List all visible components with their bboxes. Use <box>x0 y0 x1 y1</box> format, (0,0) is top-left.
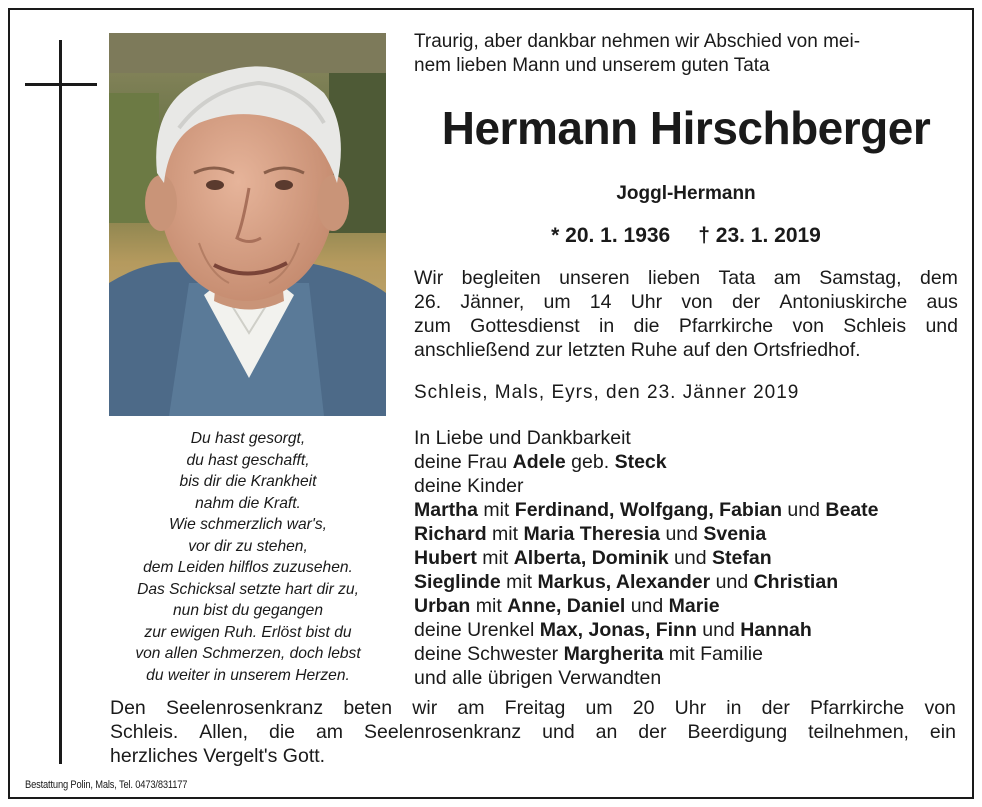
word: an <box>595 721 618 743</box>
cross-icon-bar <box>25 83 97 86</box>
word: in <box>598 315 615 337</box>
family-text: mit <box>500 571 538 593</box>
word: am <box>315 721 344 743</box>
word: der <box>638 721 667 743</box>
family-name: Ferdinand, Wolfgang, Fabian <box>514 499 783 521</box>
word: anschließend zur letzten Ruhe auf den Ortsfriedhof. <box>414 339 861 361</box>
family-line <box>414 618 958 642</box>
family-line <box>414 666 958 690</box>
word: Den <box>110 697 146 719</box>
word: und <box>925 315 958 337</box>
word: 26. <box>414 291 442 313</box>
family-name: Max, Jonas, Finn <box>539 619 697 641</box>
family-name: Hubert <box>414 547 477 569</box>
word: Jänner, <box>460 291 525 313</box>
word: Seelenrosenkranz <box>364 721 522 743</box>
poem-line: du weiter in unserem Herzen. <box>146 666 350 684</box>
poem-line: nahm die Kraft. <box>195 494 301 512</box>
poem-line: Du hast gesorgt, <box>190 430 306 447</box>
family-name: Martha <box>414 499 478 521</box>
family-name: Sieglinde <box>414 571 501 593</box>
poem-line: vor dir zu stehen, <box>188 537 308 555</box>
family-name: Urban <box>414 595 471 617</box>
word: der <box>761 697 790 719</box>
word: Tata <box>718 267 756 289</box>
family-text: mit <box>477 499 515 521</box>
family-name: Steck <box>614 451 667 473</box>
word: am <box>457 697 485 719</box>
word: Wir <box>414 267 444 289</box>
word: Uhr <box>674 697 707 719</box>
family-text: und <box>696 619 741 641</box>
family-name: Alberta, Dominik <box>513 547 669 569</box>
family-name: Marie <box>668 595 720 617</box>
word: der <box>731 291 761 313</box>
word: ein <box>929 721 956 743</box>
family-name: Maria Theresia <box>523 523 661 545</box>
family-text: und <box>668 547 713 569</box>
rosary-line <box>110 696 956 720</box>
word: Freitag <box>504 697 566 719</box>
family-name: Adele <box>512 451 566 473</box>
funeral-service-text <box>414 266 958 362</box>
family-name: Richard <box>414 523 487 545</box>
word: beten <box>343 697 393 719</box>
word: aus <box>926 291 958 313</box>
word: Schleis. <box>110 721 179 743</box>
word: Pfarrkirche <box>809 697 905 719</box>
life-dates <box>414 223 958 249</box>
poem-line: bis dir die Krankheit <box>179 473 317 490</box>
word: von <box>681 291 713 313</box>
intro-text <box>414 30 958 78</box>
rosary-text <box>110 696 956 768</box>
place-and-date: Schleis, Mals, Eyrs, den 23. Jänner 2019 <box>414 382 800 403</box>
word: Gottesdienst <box>470 315 580 337</box>
word: Uhr <box>630 291 663 313</box>
word: dem <box>919 267 958 289</box>
poem-line: zur ewigen Ruh. Erlöst bist du <box>144 623 352 641</box>
family-line <box>414 474 958 498</box>
word: und <box>542 721 575 743</box>
family-name: Hannah <box>740 619 812 641</box>
word: 20 <box>632 697 655 719</box>
word: lieben <box>648 267 701 289</box>
family-line <box>414 426 958 450</box>
poem-line: nun bist du gegangen <box>172 602 323 619</box>
family-text: geb. <box>565 451 615 473</box>
family-text: deine Kinder <box>414 475 524 497</box>
word: 14 <box>589 291 612 313</box>
poem-line: Das Schicksal setzte hart dir zu, <box>137 580 359 598</box>
poem-line: Wie schmerzlich war's, <box>169 516 327 533</box>
family-text: und <box>625 595 669 617</box>
family-name: Anne, Daniel <box>507 595 626 617</box>
family-text: und alle übrigen Verwandten <box>414 667 662 689</box>
word: von <box>792 315 824 337</box>
word: die <box>633 315 660 337</box>
poem-line: du hast geschafft, <box>186 451 310 469</box>
service-line <box>414 266 958 290</box>
intro-line: Traurig, aber dankbar nehmen wir Abschied von mei- <box>414 31 861 52</box>
cross-icon <box>59 40 62 764</box>
family-name: Stefan <box>712 547 772 569</box>
word: Samstag, <box>819 267 902 289</box>
word: Beerdigung <box>687 721 788 743</box>
family-line <box>414 570 958 594</box>
family-text: und <box>660 523 704 545</box>
family-name: Markus, Alexander <box>537 571 711 593</box>
word: zum <box>414 315 451 337</box>
word: herzliches Vergelt's Gott. <box>110 745 326 767</box>
family-text: In Liebe und Dankbarkeit <box>414 427 631 449</box>
memorial-poem <box>106 428 390 686</box>
birth-date: * 20. 1. 1936 <box>551 224 671 247</box>
family-line <box>414 642 958 666</box>
family-line <box>414 594 958 618</box>
word: um <box>543 291 571 313</box>
word: Allen, <box>199 721 249 743</box>
rosary-line <box>110 744 956 768</box>
service-line <box>414 338 958 362</box>
rosary-line <box>110 720 956 744</box>
deceased-name: Hermann Hirschberger <box>441 102 931 154</box>
word: die <box>268 721 295 743</box>
family-name: Beate <box>825 499 879 521</box>
family-line <box>414 546 958 570</box>
family-text: deine Urenkel <box>414 619 540 641</box>
family-line <box>414 450 958 474</box>
obituary-notice <box>8 8 974 799</box>
word: Schleis <box>843 315 907 337</box>
word: teilnehmen, <box>808 721 909 743</box>
word: Pfarrkirche <box>678 315 774 337</box>
family-line <box>414 522 958 546</box>
word: in <box>726 697 742 719</box>
poem-line: dem Leiden hilflos zuzusehen. <box>143 559 353 576</box>
poem-line: von allen Schmerzen, doch lebst <box>135 645 361 662</box>
service-line <box>414 314 958 338</box>
nickname: Joggl-Hermann <box>616 183 756 204</box>
word: von <box>924 697 956 719</box>
family-text: mit <box>470 595 508 617</box>
word: Seelenrosenkranz <box>165 697 324 719</box>
intro-line: nem lieben Mann und unserem guten Tata <box>414 55 770 76</box>
word: wir <box>412 697 438 719</box>
family-name: Svenia <box>703 523 767 545</box>
family-text: deine Schwester <box>414 643 564 665</box>
portrait-illustration <box>109 33 386 416</box>
family-line <box>414 498 958 522</box>
family-text: mit Familie <box>663 643 763 665</box>
word: begleiten <box>461 267 541 289</box>
family-name: Christian <box>753 571 839 593</box>
word: um <box>585 697 613 719</box>
service-line <box>414 290 958 314</box>
family-text: und <box>782 499 826 521</box>
word: unseren <box>559 267 630 289</box>
family-text: mit <box>476 547 514 569</box>
portrait-photo <box>109 33 386 416</box>
family-list <box>414 426 958 690</box>
family-text: mit <box>486 523 524 545</box>
family-text: und <box>710 571 754 593</box>
family-text: deine Frau <box>414 451 513 473</box>
word: am <box>773 267 801 289</box>
family-name: Margherita <box>563 643 664 665</box>
word: Antoniuskirche <box>779 291 908 313</box>
funeral-home-credit: Bestattung Polin, Mals, Tel. 0473/831177 <box>25 779 188 791</box>
death-date: † 23. 1. 2019 <box>698 224 821 247</box>
